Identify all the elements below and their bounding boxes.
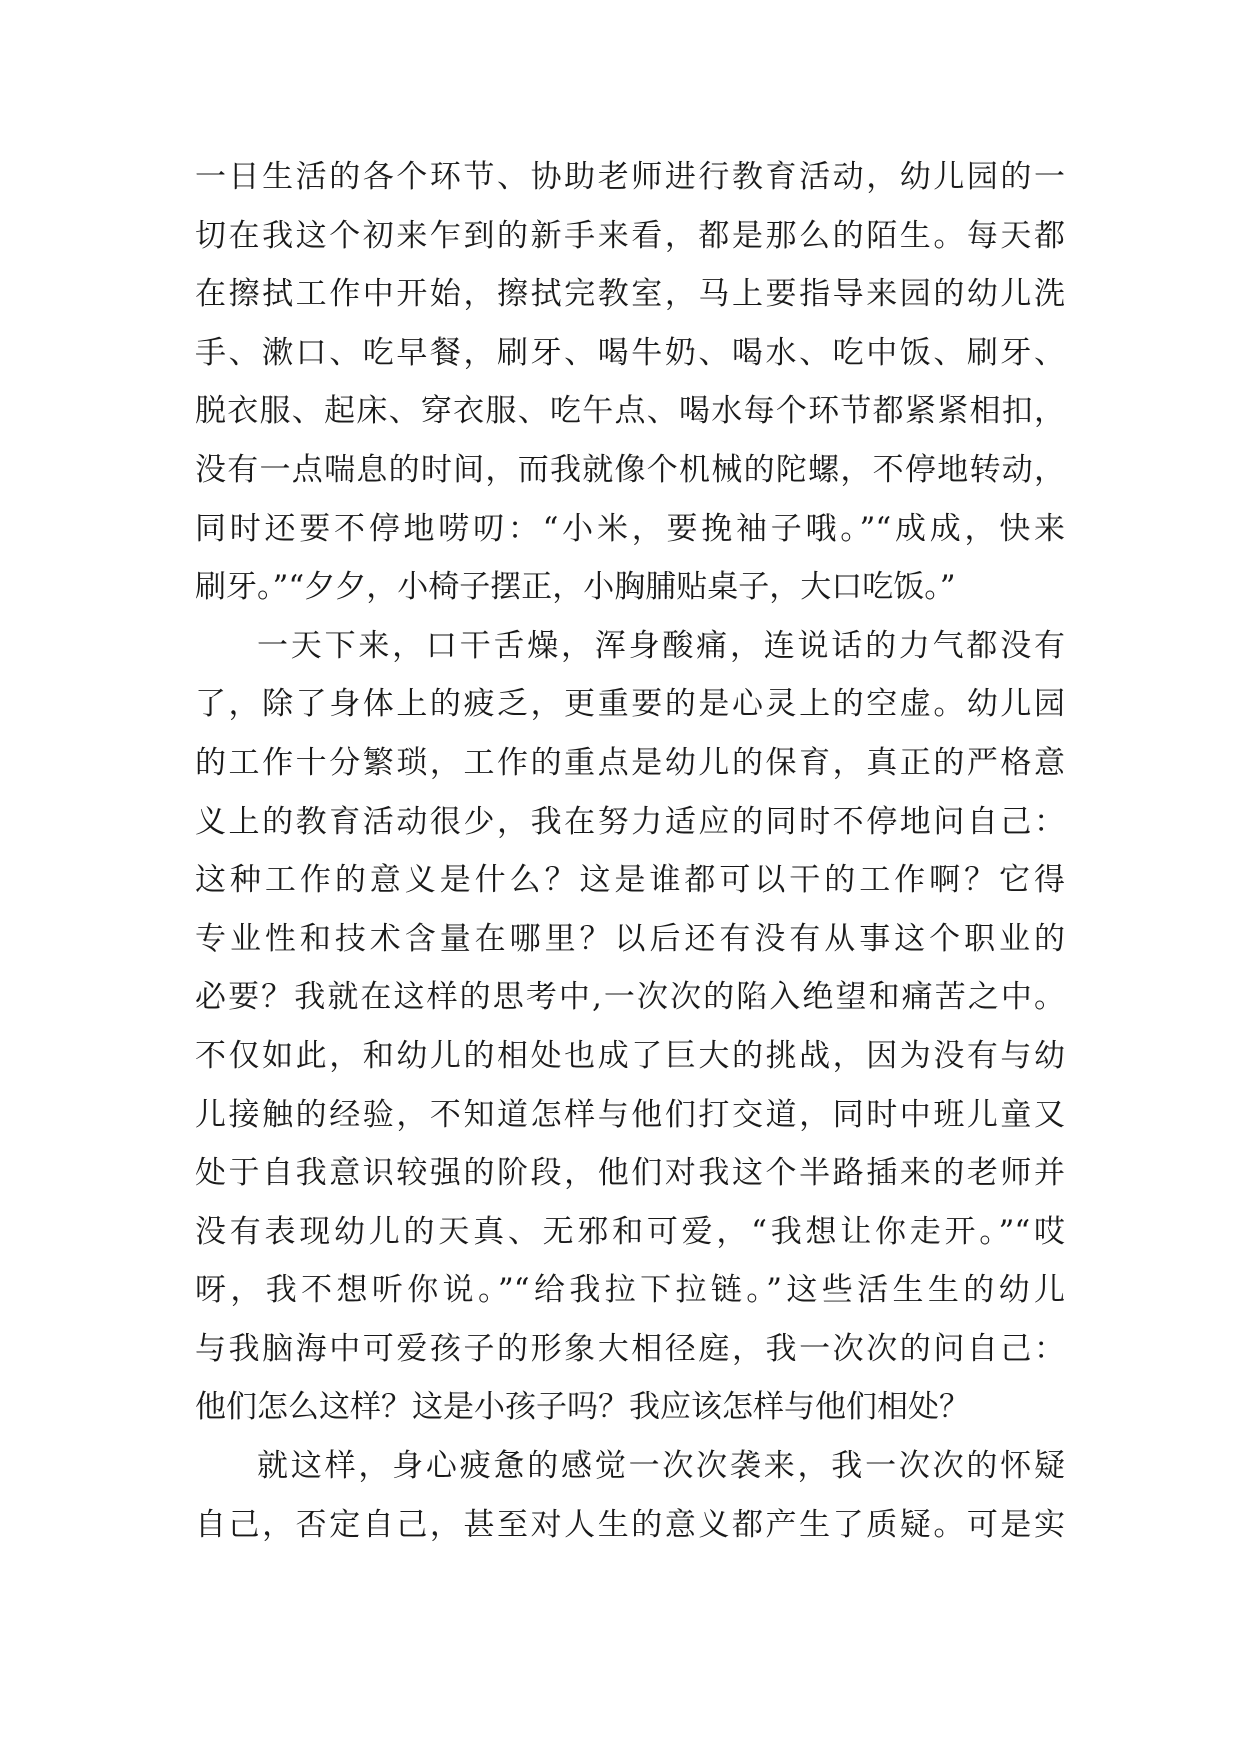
text-line: 没有一点喘息的时间，而我就像个机械的陀螺，不停地转动，	[195, 451, 1065, 488]
body-text	[195, 148, 1065, 1554]
text-line: 一天下来，口干舌燥，浑身酸痛，连说话的力气都没有	[257, 627, 1065, 664]
text-line: 不仅如此，和幼儿的相处也成了巨大的挑战，因为没有与幼	[195, 1037, 1065, 1074]
paragraph-3	[195, 1437, 1065, 1554]
text-line: 自己，否定自己，甚至对人生的意义都产生了质疑。可是实	[195, 1506, 1065, 1543]
text-line: 这种工作的意义是什么？这是谁都可以干的工作啊？它得	[195, 862, 1065, 899]
text-line: 呀，我不想听你说。”“给我拉下拉链。”这些活生生的幼儿	[195, 1272, 1065, 1309]
text-line: 儿接触的经验，不知道怎样与他们打交道，同时中班儿童又	[195, 1096, 1065, 1133]
text-line: 了，除了身体上的疲乏，更重要的是心灵上的空虚。幼儿园	[195, 686, 1065, 723]
text-line: 他们怎么这样？这是小孩子吗？我应该怎样与他们相处？	[195, 1389, 970, 1426]
text-line: 手、漱口、吃早餐，刷牙、喝牛奶、喝水、吃中饭、刷牙、	[195, 334, 1065, 371]
paragraph-2	[195, 617, 1065, 1437]
text-line: 处于自我意识较强的阶段，他们对我这个半路插来的老师并	[195, 1155, 1065, 1192]
text-line: 没有表现幼儿的天真、无邪和可爱，“我想让你走开。”“哎	[195, 1213, 1065, 1250]
text-line: 同时还要不停地唠叨：“小米，要挽袖子哦。”“成成，快来	[195, 510, 1065, 547]
text-line: 的工作十分繁琐，工作的重点是幼儿的保育，真正的严格意	[195, 744, 1065, 781]
text-line: 义上的教育活动很少，我在努力适应的同时不停地问自己：	[195, 803, 1065, 840]
text-line: 切在我这个初来乍到的新手来看，都是那么的陌生。每天都	[195, 217, 1065, 254]
text-line: 就这样，身心疲惫的感觉一次次袭来，我一次次的怀疑	[257, 1448, 1065, 1485]
text-line: 在擦拭工作中开始，擦拭完教室，马上要指导来园的幼儿洗	[195, 276, 1065, 313]
text-line: 脱衣服、起床、穿衣服、吃午点、喝水每个环节都紧紧相扣，	[195, 393, 1065, 430]
text-line: 与我脑海中可爱孩子的形象大相径庭，我一次次的问自己：	[195, 1330, 1065, 1367]
paragraph-1	[195, 148, 1065, 617]
text-line: 刷牙。”“夕夕，小椅子摆正，小胸脯贴桌子，大口吃饭。”	[195, 569, 956, 606]
text-line: 一日生活的各个环节、协助老师进行教育活动，幼儿园的一	[195, 159, 1065, 195]
text-line: 专业性和技术含量在哪里？以后还有没有从事这个职业的	[195, 920, 1065, 957]
text-line: 必要？我就在这样的思考中,一次次的陷入绝望和痛苦之中。	[195, 979, 1065, 1016]
